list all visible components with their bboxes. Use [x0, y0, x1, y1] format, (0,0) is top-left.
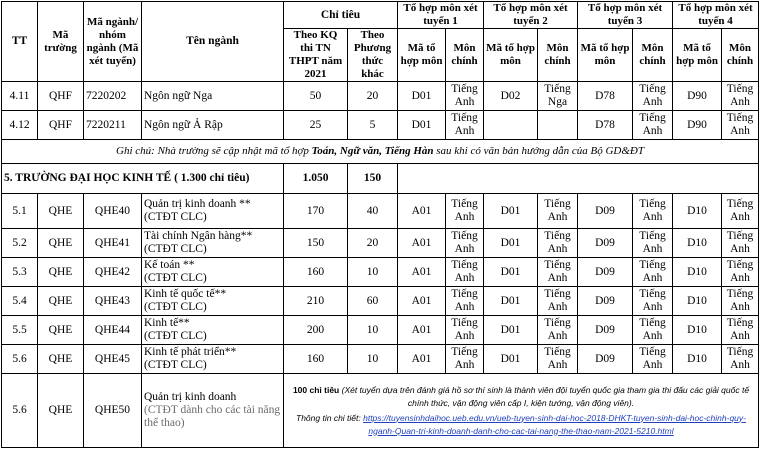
cell-tt: 4.11	[2, 82, 38, 111]
cell-main-subject-1: Tiếng Anh	[446, 82, 484, 111]
cell-combo-code-4: D10	[673, 345, 722, 374]
major-program-text: (CTĐT dành cho các tài năng thể thao)	[144, 404, 281, 429]
header-combo-4: Tổ hợp môn xét tuyển 4	[673, 2, 759, 29]
cell-combo-code-2: D01	[484, 258, 538, 287]
cell-school: QHE	[38, 316, 84, 345]
major-program-text: (CTĐT CLC)	[144, 330, 207, 342]
header-main-subject-1: Môn chính	[446, 29, 484, 82]
cell-quota-other: 20	[348, 229, 398, 258]
cell-main-subject-2: Tiếng Anh	[538, 316, 578, 345]
cell-code: QHE41	[84, 229, 142, 258]
major-name-text: Kinh tế quốc tế**	[144, 288, 227, 300]
cell-combo-code-2: D01	[484, 345, 538, 374]
header-school-code: Mã trường	[38, 2, 84, 82]
header-tt: TT	[2, 2, 38, 82]
header-combo-code-2: Mã tổ hợp môn	[484, 29, 538, 82]
major-program-text: (CTĐT CLC)	[144, 243, 207, 255]
cell-combo-code-4: D10	[673, 229, 722, 258]
header-combo-1: Tổ hợp môn xét tuyển 1	[398, 2, 484, 29]
cell-combo-code-1: A01	[398, 287, 446, 316]
section-row	[2, 164, 759, 194]
cell-quota-exam: 25	[284, 111, 348, 140]
cell-combo-code-1: D01	[398, 82, 446, 111]
special-quota: 100 chỉ tiêu	[292, 384, 340, 395]
cell-combo-code-4: D90	[673, 82, 722, 111]
cell-combo-code-4: D10	[673, 316, 722, 345]
cell-main-subject-1: Tiếng Anh	[446, 345, 484, 374]
header-main-subject-3: Môn chính	[633, 29, 673, 82]
cell-major-name	[142, 194, 284, 229]
cell-school: QHF	[38, 82, 84, 111]
cell-combo-code-3: D09	[578, 287, 633, 316]
header-main-subject-2: Môn chính	[538, 29, 578, 82]
table-row	[2, 287, 759, 316]
cell-main-subject-2: Tiếng Nga	[538, 82, 578, 111]
cell-tt: 5.6	[2, 374, 38, 448]
cell-school: QHE	[38, 345, 84, 374]
note-cell	[2, 140, 759, 164]
cell-combo-code-3: D09	[578, 258, 633, 287]
header-major-name: Tên ngành	[142, 2, 284, 82]
cell-major-name	[142, 345, 284, 374]
note-bold: Toán, Ngữ văn, Tiếng Hàn	[311, 145, 434, 157]
cell-combo-code-1: A01	[398, 345, 446, 374]
cell-code: QHE40	[84, 194, 142, 229]
cell-combo-code-4: D10	[673, 258, 722, 287]
table-row	[2, 316, 759, 345]
cell-main-subject-4: Tiếng Anh	[722, 345, 759, 374]
cell-combo-code-2	[484, 111, 538, 140]
cell-main-subject-2	[538, 111, 578, 140]
header-combo-code-3: Mã tổ hợp môn	[578, 29, 633, 82]
major-program-text: (CTĐT CLC)	[144, 301, 207, 313]
header-quota: Chỉ tiêu	[284, 2, 398, 29]
cell-quota-other: 10	[348, 258, 398, 287]
header-quota-other: Theo Phương thức khác	[348, 29, 398, 82]
cell-tt: 5.3	[2, 258, 38, 287]
note-prefix: Ghi chú: Nhà trường sẽ cập nhật mã tổ hợp	[116, 145, 312, 157]
section-quota-exam: 1.050	[284, 164, 348, 194]
cell-quota-exam: 200	[284, 316, 348, 345]
special-quota-text: (Xét tuyển dựa trên đánh giá hồ sơ thí sinh là thành viên đội tuyển quốc gia tham gia thi đấu các giải quốc tế chính thức, vận động viên cấp I, kiện tướng, vận động viên).	[339, 384, 750, 408]
cell-tt: 4.12	[2, 111, 38, 140]
cell-major-name	[142, 316, 284, 345]
cell-quota-other: 40	[348, 194, 398, 229]
header-main-subject-4: Môn chính	[722, 29, 759, 82]
cell-quota-exam: 160	[284, 345, 348, 374]
cell-combo-code-1: D01	[398, 111, 446, 140]
cell-combo-code-2: D01	[484, 287, 538, 316]
cell-main-subject-4: Tiếng Anh	[722, 316, 759, 345]
cell-combo-code-3: D09	[578, 316, 633, 345]
cell-code: QHE43	[84, 287, 142, 316]
cell-quota-other: 20	[348, 82, 398, 111]
table-row	[2, 194, 759, 229]
section-empty	[398, 164, 759, 194]
cell-quota-exam: 210	[284, 287, 348, 316]
cell-code: QHE42	[84, 258, 142, 287]
cell-major-name	[142, 374, 284, 448]
cell-main-subject-4: Tiếng Anh	[722, 287, 759, 316]
major-name-text: Quản trị kinh doanh **	[144, 198, 251, 210]
table-row	[2, 345, 759, 374]
header-quota-exam: Theo KQ thi TN THPT năm 2021	[284, 29, 348, 82]
header-combo-code-4: Mã tổ hợp môn	[673, 29, 722, 82]
cell-combo-code-3: D09	[578, 194, 633, 229]
cell-combo-code-2: D01	[484, 229, 538, 258]
cell-school: QHF	[38, 111, 84, 140]
cell-major-name: Ngôn ngữ Nga	[142, 82, 284, 111]
cell-combo-code-1: A01	[398, 194, 446, 229]
cell-combo-code-3: D78	[578, 82, 633, 111]
cell-main-subject-4: Tiếng Anh	[722, 258, 759, 287]
cell-code: 7220202	[84, 82, 142, 111]
cell-quota-other: 10	[348, 316, 398, 345]
cell-main-subject-3: Tiếng Anh	[633, 111, 673, 140]
note-suffix: sau khi có văn bản hướng dẫn của Bộ GD&ĐT	[433, 145, 644, 157]
major-name-text: Tài chính Ngân hàng**	[144, 230, 253, 242]
major-program-text: (CTĐT CLC)	[144, 359, 207, 371]
cell-combo-code-1: A01	[398, 229, 446, 258]
special-admission-info	[284, 374, 759, 448]
major-program-text: (CTĐT CLC)	[144, 272, 207, 284]
cell-combo-code-4: D90	[673, 111, 722, 140]
cell-main-subject-4: Tiếng Anh	[722, 111, 759, 140]
cell-school: QHE	[38, 258, 84, 287]
cell-combo-code-3: D09	[578, 345, 633, 374]
cell-main-subject-1: Tiếng Anh	[446, 229, 484, 258]
detail-label: Thông tin chi tiết:	[296, 412, 364, 423]
cell-combo-code-3: D78	[578, 111, 633, 140]
cell-main-subject-4: Tiếng Anh	[722, 194, 759, 229]
cell-major-name	[142, 229, 284, 258]
cell-combo-code-2: D01	[484, 194, 538, 229]
cell-code: QHE50	[84, 374, 142, 448]
table-row	[2, 229, 759, 258]
special-admission-desc	[286, 384, 756, 410]
cell-main-subject-3: Tiếng Anh	[633, 258, 673, 287]
header-combo-code-1: Mã tổ hợp môn	[398, 29, 446, 82]
cell-main-subject-3: Tiếng Anh	[633, 345, 673, 374]
cell-combo-code-1: A01	[398, 316, 446, 345]
cell-quota-exam: 50	[284, 82, 348, 111]
cell-main-subject-4: Tiếng Anh	[722, 229, 759, 258]
major-name-text: Kinh tế phát triển**	[144, 346, 237, 358]
cell-major-name	[142, 258, 284, 287]
cell-quota-other: 10	[348, 345, 398, 374]
cell-quota-exam: 160	[284, 258, 348, 287]
major-name-text: Kế toán **	[144, 259, 195, 271]
table-row	[2, 258, 759, 287]
major-program-text: (CTĐT CLC)	[144, 211, 207, 223]
detail-link[interactable]: https://tuyensinhdaihoc.ueb.edu.vn/ueb-tuyen-sinh-dai-hoc-2018-DHKT-tuyen-sinh-dai-hoc-chinh-quy-nganh-Quan-tri-kinh-doanh-danh-cho-cac-tai-nang-the-thao-nam-2021-5210.html	[363, 412, 746, 436]
cell-main-subject-2: Tiếng Anh	[538, 258, 578, 287]
cell-main-subject-3: Tiếng Anh	[633, 287, 673, 316]
major-name-text: Quản trị kinh doanh	[144, 391, 237, 403]
admissions-table	[1, 1, 759, 448]
table-row	[2, 374, 759, 448]
header-combo-2: Tổ hợp môn xét tuyển 2	[484, 2, 578, 29]
cell-code: QHE45	[84, 345, 142, 374]
cell-main-subject-4: Tiếng Anh	[722, 82, 759, 111]
cell-code: 7220211	[84, 111, 142, 140]
cell-quota-exam: 170	[284, 194, 348, 229]
cell-tt: 5.6	[2, 345, 38, 374]
header-combo-3: Tổ hợp môn xét tuyển 3	[578, 2, 673, 29]
detail-info	[286, 412, 756, 438]
cell-code: QHE44	[84, 316, 142, 345]
note-row	[2, 140, 759, 164]
cell-school: QHE	[38, 229, 84, 258]
section-quota-other: 150	[348, 164, 398, 194]
header-major-code: Mã ngành/ nhóm ngành (Mã xét tuyển)	[84, 2, 142, 82]
major-name-text: Kinh tế**	[144, 317, 190, 329]
cell-main-subject-1: Tiếng Anh	[446, 316, 484, 345]
cell-tt: 5.5	[2, 316, 38, 345]
cell-school: QHE	[38, 194, 84, 229]
cell-tt: 5.2	[2, 229, 38, 258]
cell-combo-code-1: A01	[398, 258, 446, 287]
cell-main-subject-2: Tiếng Anh	[538, 345, 578, 374]
cell-main-subject-3: Tiếng Anh	[633, 194, 673, 229]
cell-school: QHE	[38, 374, 84, 448]
cell-tt: 5.4	[2, 287, 38, 316]
table-row	[2, 111, 759, 140]
table-row	[2, 82, 759, 111]
cell-quota-other: 60	[348, 287, 398, 316]
cell-main-subject-2: Tiếng Anh	[538, 287, 578, 316]
section-title: 5. TRƯỜNG ĐẠI HỌC KINH TẾ ( 1.300 chỉ tiêu)	[2, 164, 284, 194]
cell-combo-code-4: D10	[673, 194, 722, 229]
cell-combo-code-2: D02	[484, 82, 538, 111]
cell-main-subject-1: Tiếng Anh	[446, 111, 484, 140]
cell-quota-other: 5	[348, 111, 398, 140]
cell-major-name	[142, 287, 284, 316]
cell-main-subject-3: Tiếng Anh	[633, 82, 673, 111]
cell-major-name: Ngôn ngữ Ả Rập	[142, 111, 284, 140]
cell-quota-exam: 150	[284, 229, 348, 258]
cell-combo-code-3: D09	[578, 229, 633, 258]
cell-main-subject-3: Tiếng Anh	[633, 316, 673, 345]
cell-tt: 5.1	[2, 194, 38, 229]
cell-main-subject-2: Tiếng Anh	[538, 229, 578, 258]
cell-main-subject-3: Tiếng Anh	[633, 229, 673, 258]
cell-school: QHE	[38, 287, 84, 316]
cell-main-subject-1: Tiếng Anh	[446, 258, 484, 287]
cell-combo-code-4: D10	[673, 287, 722, 316]
cell-main-subject-1: Tiếng Anh	[446, 194, 484, 229]
cell-combo-code-2: D01	[484, 316, 538, 345]
cell-main-subject-2: Tiếng Anh	[538, 194, 578, 229]
cell-main-subject-1: Tiếng Anh	[446, 287, 484, 316]
